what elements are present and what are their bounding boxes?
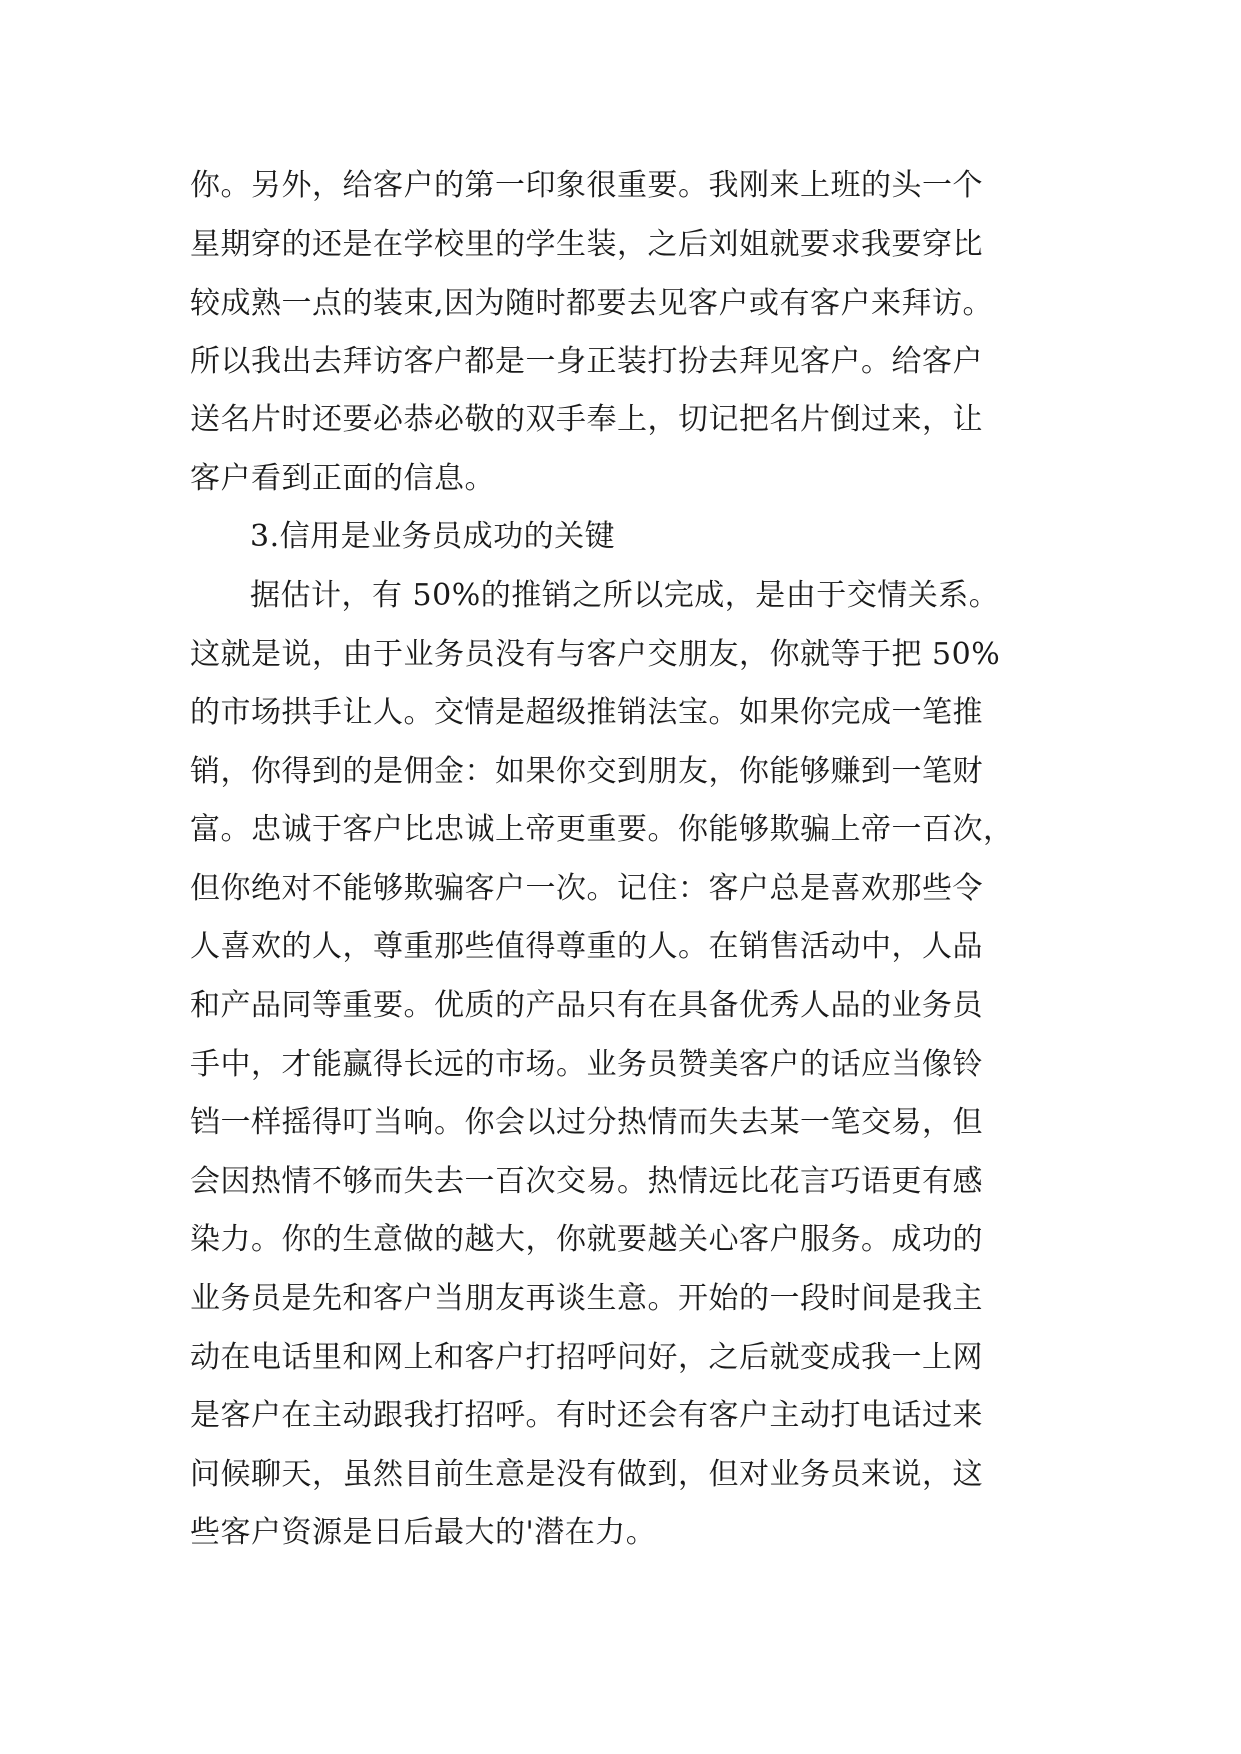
text-line: 动在电话里和网上和客户打招呼问好，之后就变成我一上网 bbox=[190, 1340, 983, 1375]
text-line: 但你绝对不能够欺骗客户一次。记住：客户总是喜欢那些令 bbox=[190, 871, 983, 906]
text-line: 问候聊天，虽然目前生意是没有做到，但对业务员来说，这 bbox=[190, 1457, 983, 1492]
text-line: 星期穿的还是在学校里的学生装，之后刘姐就要求我要穿比 bbox=[190, 227, 983, 262]
text-line: 富。忠诚于客户比忠诚上帝更重要。你能够欺骗上帝一百次， bbox=[190, 812, 1014, 847]
text-line: 是客户在主动跟我打招呼。有时还会有客户主动打电话过来 bbox=[190, 1398, 983, 1433]
text-line: 你。另外，给客户的第一印象很重要。我刚来上班的头一个 bbox=[190, 168, 983, 203]
text-line: 和产品同等重要。优质的产品只有在具备优秀人品的业务员 bbox=[190, 988, 983, 1023]
text-line: 较成熟一点的装束,因为随时都要去见客户或有客户来拜访。 bbox=[190, 286, 994, 321]
text-line: 铛一样摇得叮当响。你会以过分热情而失去某一笔交易，但 bbox=[190, 1105, 983, 1140]
text-line: 些客户资源是日后最大的'潜在力。 bbox=[190, 1515, 657, 1550]
text-line: 手中，才能赢得长远的市场。业务员赞美客户的话应当像铃 bbox=[190, 1047, 983, 1082]
text-line: 销，你得到的是佣金：如果你交到朋友，你能够赚到一笔财 bbox=[190, 754, 983, 789]
text-line: 会因热情不够而失去一百次交易。热情远比花言巧语更有感 bbox=[190, 1164, 983, 1199]
text-line: 染力。你的生意做的越大，你就要越关心客户服务。成功的 bbox=[190, 1222, 983, 1257]
text-line: 这就是说，由于业务员没有与客户交朋友，你就等于把 50% bbox=[190, 637, 1001, 672]
text-line: 业务员是先和客户当朋友再谈生意。开始的一段时间是我主 bbox=[190, 1281, 983, 1316]
text-line: 送名片时还要必恭必敬的双手奉上，切记把名片倒过来，让 bbox=[190, 402, 983, 437]
text-line: 所以我出去拜访客户都是一身正装打扮去拜见客户。给客户 bbox=[190, 344, 983, 379]
text-line: 的市场拱手让人。交情是超级推销法宝。如果你完成一笔推 bbox=[190, 695, 983, 730]
section-heading: 3.信用是业务员成功的关键 bbox=[250, 519, 616, 554]
text-line: 人喜欢的人，尊重那些值得尊重的人。在销售活动中，人品 bbox=[190, 929, 983, 964]
text-line: 客户看到正面的信息。 bbox=[190, 461, 495, 496]
text-line: 据估计，有 50%的推销之所以完成，是由于交情关系。 bbox=[250, 578, 1000, 613]
